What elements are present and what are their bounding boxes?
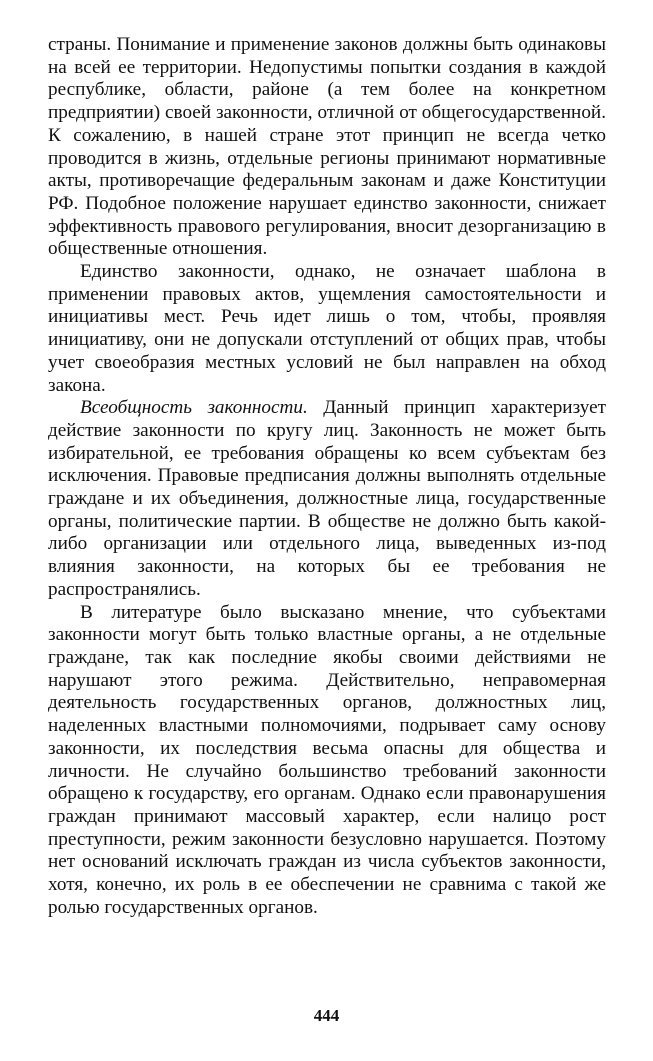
page-body <box>48 34 606 919</box>
paragraph-4 <box>48 602 606 920</box>
paragraph-2 <box>48 261 606 397</box>
paragraph-3-italic-lead: Всеобщность законности. <box>80 397 308 419</box>
paragraph-1-text: страны. Понимание и применение законов должны быть одинаковы на всей ее территории. Недопустимы попытки создания в каждой республике, области, районе (а тем более на конкретном предприятии) своей законности, отличной от общегосударственной. К сожалению, в нашей стране этот принцип не всегда четко проводится в жизнь, отдельные регионы принимают нормативные акты, противоречащие федеральным законам и даже Конституции РФ. Подобное положение нарушает единство законности, снижает эффективность правового регулирования, вносит дезорганизацию в общественные отношения. <box>48 34 606 260</box>
paragraph-2-text: Единство законности, однако, не означает шаблона в применении правовых актов, ущемления самостоятельности и инициативы мест. Речь идет лишь о том, чтобы, проявляя инициативу, они не допускали отступлений от общих прав, чтобы учет своеобразия местных условий не был направлен на обход закона. <box>48 261 606 396</box>
paragraph-4-text: В литературе было высказано мнение, что субъектами законности могут быть только властные органы, а не отдельные граждане, так как последние якобы своими действиями не нарушают этого режима. Действительно, неправомерная деятельность государственных органов, должностных лиц, наделенных властными полномочиями, подрывает саму основу законности, их последствия весьма опасны для общества и личности. Не случайно большинство требований законности обращено к государству, его органам. Однако если правонарушения граждан принимают массовый характер, если налицо рост преступности, режим законности безусловно нарушается. Поэтому нет оснований исключать граждан из числа субъектов законности, хотя, конечно, их роль в ее обеспечении не сравнима с такой же ролью государственных органов. <box>48 601 606 918</box>
paragraph-1 <box>48 34 606 261</box>
page-number: 444 <box>313 1006 340 1025</box>
paragraph-3 <box>48 397 606 601</box>
paragraph-3-text: Данный принцип характеризует действие законности по кругу лиц. Законность не может быть избирательной, ее требования обращены ко всем субъектам без исключения. Правовые предписания должны выполнять отдельные граждане и их объединения, должностные лица, государственные органы, политические партии. В обществе не должно быть какой-либо организации или отдельного лица, выведенных из-под влияния законности, на которых бы ее требования не распространялись. <box>48 397 606 600</box>
